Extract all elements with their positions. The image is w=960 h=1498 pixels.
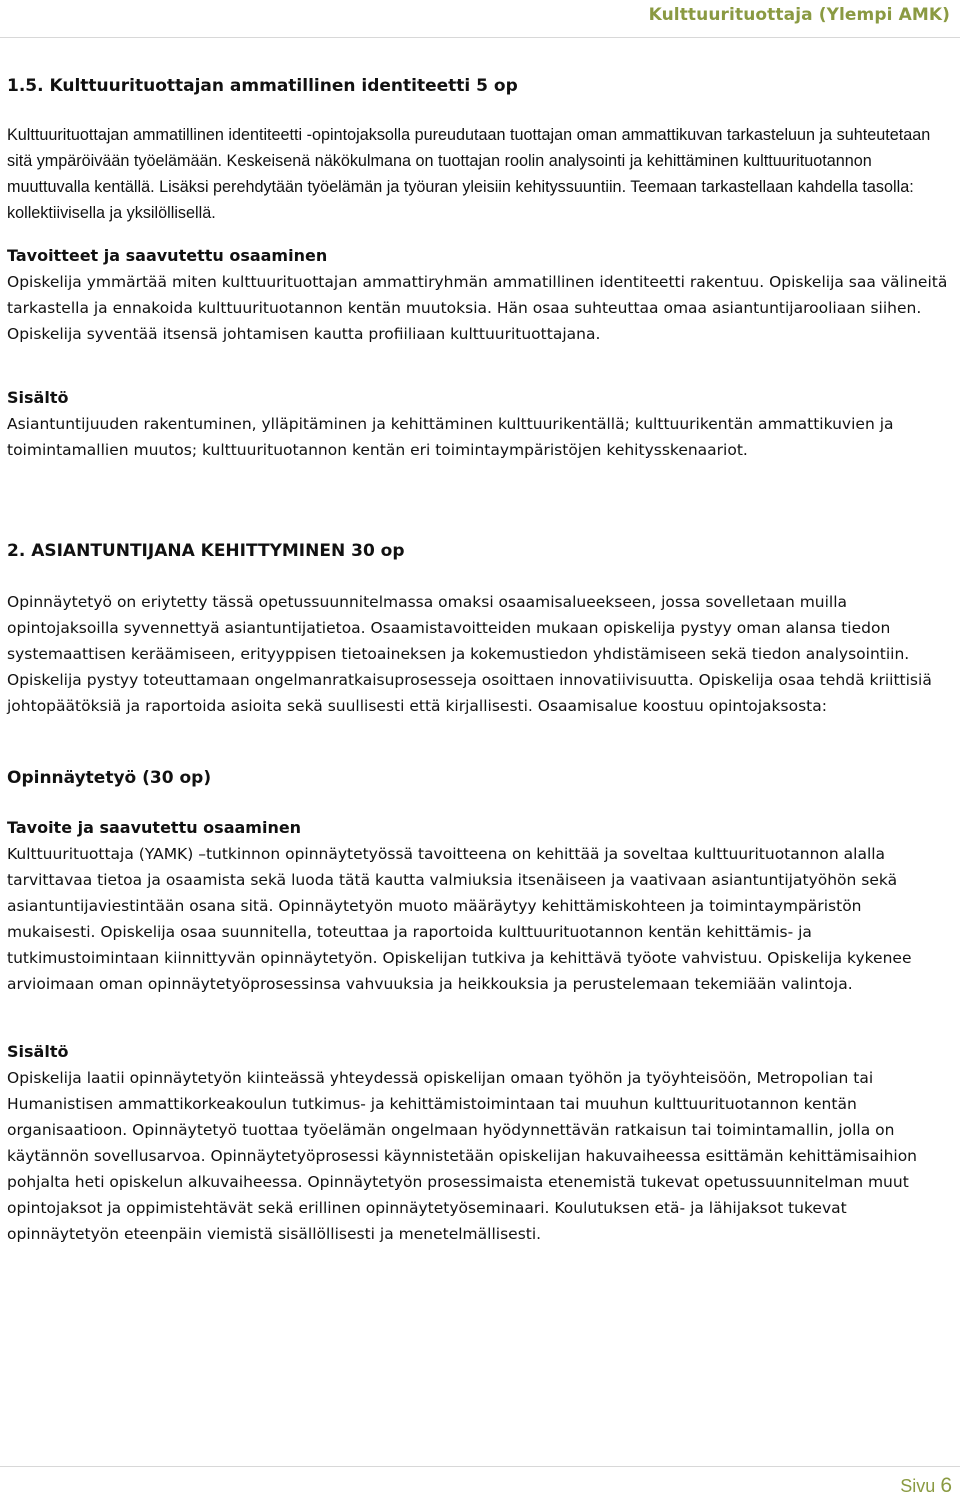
page-number [900,1474,952,1498]
thesis-goals-heading: Tavoite ja saavutettu osaaminen [7,818,302,837]
section-1-5-goals-heading: Tavoitteet ja saavutettu osaaminen [7,246,328,265]
thesis-content-text: Opiskelija laatii opinnäytetyön kiinteässä yhteydessä opiskelijan omaan työhön ja työyhteisöön, Metropolian tai Humanistisen ammattikorkeakoulun tutkimus- ja kehittämistoimintaan tai muuhun kulttuurituotannon kentän organisaatioon. Opinnäytetyö tuottaa työelämän ongelmaan hyödynnettävän ratkaisun tai toimintamallin, jolla on käytännön sovellusarvoa. Opinnäytetyöprosessi käynnistetään opiskelijan hakuvaiheessa esittämän kehittämisaihion pohjalta heti opiskelun alkuvaiheessa. Opinnäytetyön prosessimaista etenemistä tukevat opetussuunnitelman muut opintojaksot ja oppimistehtävät sekä erillinen opinnäytetyöseminaari. Koulutuksen etä- ja lähijaksot tukevat opinnäytetyön eteenpäin viemistä sisällöllisesti ja menetelmällisesti. [7,1069,918,1243]
footer-divider [0,1466,960,1467]
section-1-5-goals-text: Opiskelija ymmärtää miten kulttuurituottajan ammattiryhmän ammatillinen identiteetti rakentuu. Opiskelija saa välineitä tarkastella ja ennakoida kulttuurituotannon kentän muutoksia. Hän osaa suhteuttaa omaa asiantuntijarooliaan siihen. Opiskelija syventää itsensä johtamisen kautta profiiliaan kulttuurituottajana. [7,273,948,343]
section-1-5-title: 1.5. Kulttuurituottajan ammatillinen identiteetti 5 op [7,76,518,96]
thesis-title: Opinnäytetyö (30 op) [7,768,212,788]
section-1-5-intro: Kulttuurituottajan ammatillinen identiteetti -opintojaksolla pureudutaan tuottajan oman ammattikuvan tarkasteluun ja suhteutetaan sitä ympäröivään työelämään. Keskeisenä näkökulmana on tuottajan roolin analysointi ja kehittäminen kulttuurituotannon muuttuvalla kentällä. Lisäksi perehdytään työelämän ja työuran yleisiin kehityssuuntiin. Teemaan tarkastellaan kahdella tasolla: kollektiivisella ja yksilöllisellä. [7,126,931,222]
thesis-goals-text: Kulttuurituottaja (YAMK) –tutkinnon opinnäytetyössä tavoitteena on kehittää ja soveltaa kulttuurituotannon alalla tarvittavaa tietoa ja osaamista sekä luoda tätä kautta valmiuksia itsenäiseen ja vaativaan asiantuntijatyöhön sekä asiantuntijaviestintään osana sitä. Opinnäytetyön muoto määräytyy kehittämiskohteen ja toimintaympäristön mukaisesti. Opiskelija osaa suunnitella, toteuttaa ja raportoida kulttuurituotannon kentän kehittämis- ja tutkimustoimintaan kiinnittyvän opinnäytetyön. Opiskelijan tutkiva ja kehittävä työote vahvistuu. Opiskelija kykenee arvioimaan oman opinnäytetyöprosessinsa vahvuuksia ja heikkouksia ja perustelemaan tekemiään valintoja. [7,845,912,993]
page-number-label: Sivu [900,1476,936,1496]
document-header-title: Kulttuurituottaja (Ylempi AMK) [648,5,950,25]
section-2-title: 2. ASIANTUNTIJANA KEHITTYMINEN 30 op [7,541,405,561]
section-1-5-content-heading: Sisältö [7,388,69,407]
thesis-content-heading: Sisältö [7,1042,69,1061]
document-body [7,73,952,1247]
page-number-value: 6 [940,1474,952,1497]
section-2-intro: Opinnäytetyö on eriytetty tässä opetussuunnitelmassa omaksi osaamisalueekseen, jossa sovelletaan muilla opintojaksoilla syvennettyä asiantuntijatietoa. Osaamistavoitteiden mukaan opiskelija pystyy oman alansa tiedon systemaattisen keräämiseen, erityyppisen tietoaineksen ja kokemustiedon yhdistämiseen sekä tiedon analysointiin. Opiskelija pystyy toteuttamaan ongelmanratkaisuprosesseja osoittaen innovatiivisuutta. Opiskelija osaa tehdä kriittisiä johtopäätöksiä ja raportoida asioita sekä suullisesti että kirjallisesti. Osaamisalue koostuu opintojaksosta: [7,593,932,715]
header-divider [0,37,960,38]
section-1-5-content-text: Asiantuntijuuden rakentuminen, ylläpitäminen ja kehittäminen kulttuurikentällä; kulttuurikentän ammattikuvien ja toimintamallien muutos; kulttuurituotannon kentän eri toimintaympäristöjen kehitysskenaariot. [7,415,894,459]
